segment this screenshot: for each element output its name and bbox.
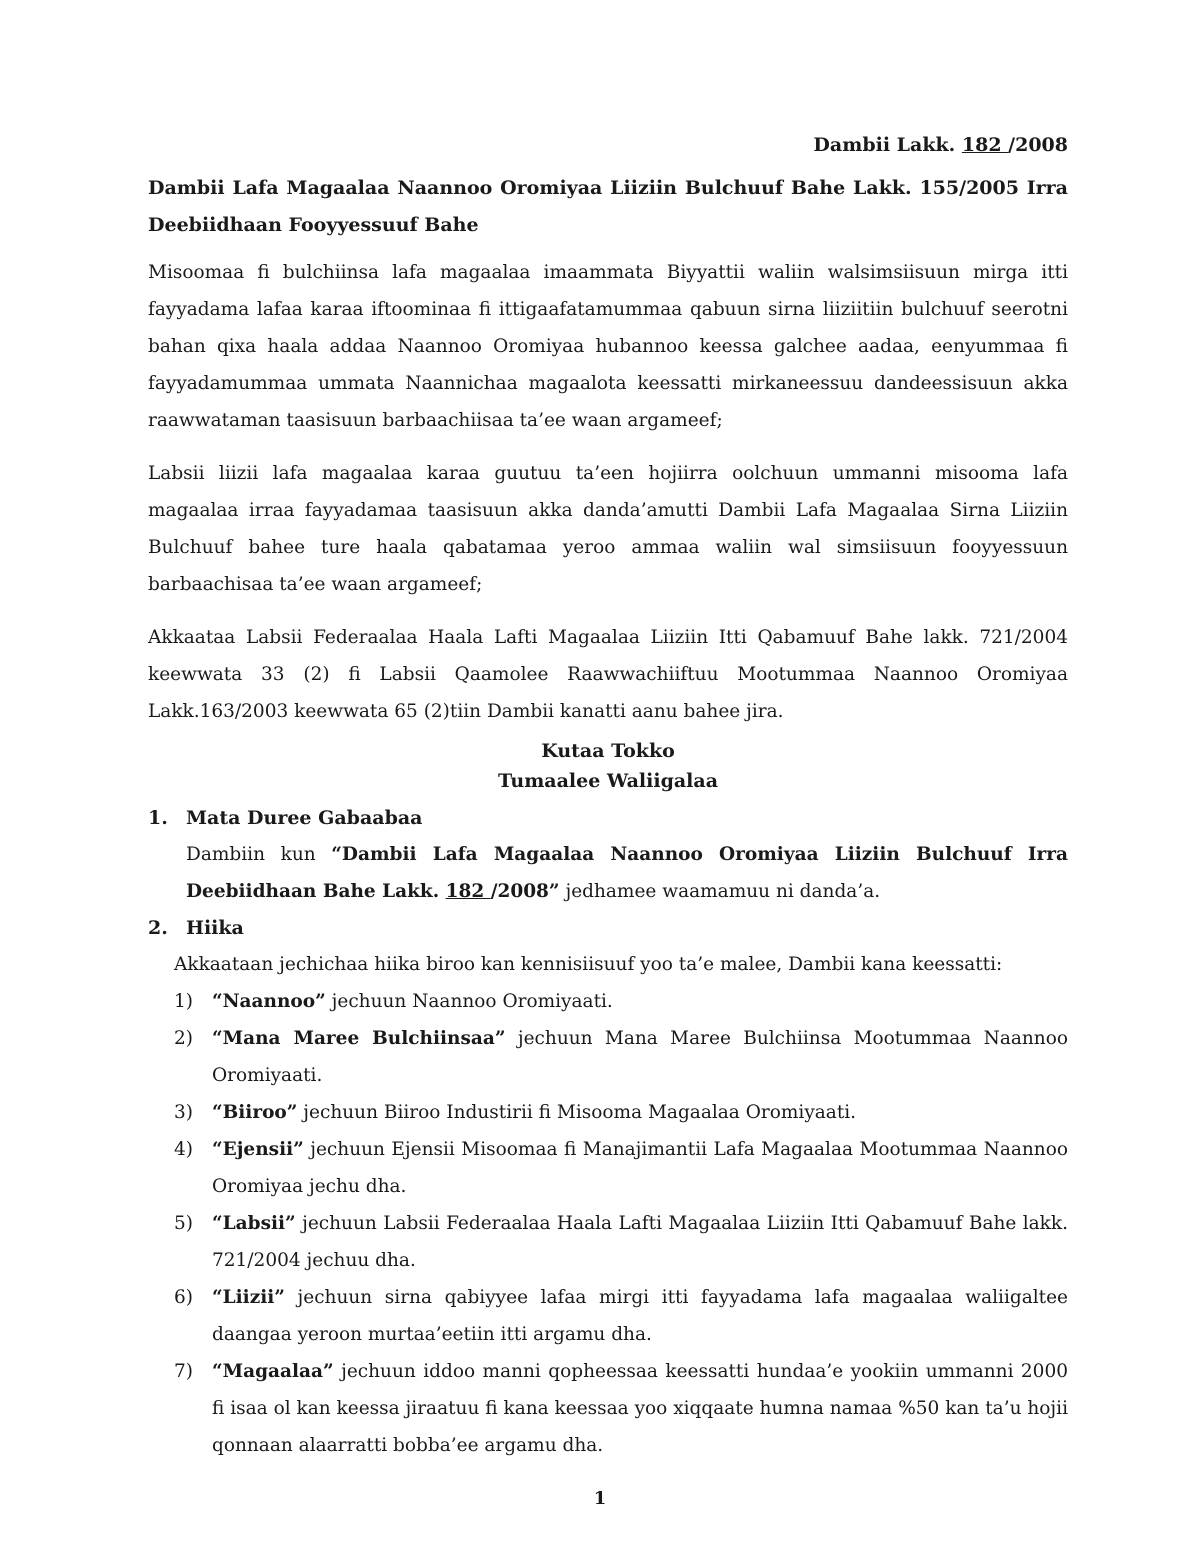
doc-number-prefix: Dambii Lakk. [813, 134, 962, 156]
definition-text: jechuun Ejensii Misoomaa fi Manajimantii Lafa Magaalaa Mootummaa Naannoo Oromiyaa jechu dha. [212, 1139, 1068, 1197]
definition-item [174, 1279, 1068, 1353]
definition-number: 4) [174, 1139, 193, 1160]
definition-item [174, 1020, 1068, 1094]
document-number [148, 130, 1068, 160]
definition-text: jechuun Labsii Federaalaa Haala Lafti Magaalaa Liiziin Itti Qabamuuf Bahe lakk. 721/2004 jechuu dha. [212, 1213, 1068, 1271]
definition-term: “Labsii” [212, 1213, 296, 1234]
definition-item [174, 1131, 1068, 1205]
definition-item [174, 1353, 1068, 1464]
definition-number: 1) [174, 991, 193, 1012]
doc-number-suffix: /2008 [1008, 134, 1068, 156]
section-2-title: Hiika [186, 917, 244, 939]
chapter-title: Kutaa Tokko [541, 740, 675, 762]
definition-number: 5) [174, 1213, 193, 1234]
definition-term: “Mana Maree Bulchiinsaa” [212, 1028, 506, 1049]
section-1-number: 1. [148, 807, 168, 829]
definition-number: 6) [174, 1287, 193, 1308]
section-2-intro: Akkaataan jechichaa hiika biroo kan kennisiisuuf yoo ta’e malee, Dambii kana keessatti: [174, 954, 1003, 975]
definition-text: jechuun Mana Maree Bulchiinsa Mootummaa Naannoo Oromiyaati. [212, 1028, 1069, 1086]
document-page [148, 130, 1068, 1464]
definition-term: “Magaalaa” [212, 1361, 334, 1382]
definition-number: 7) [174, 1361, 193, 1382]
definition-text: jechuun Biiroo Industirii fi Misooma Magaalaa Oromiyaati. [297, 1102, 857, 1123]
section-1-text-before: Dambiin kun [186, 844, 332, 865]
definition-item [174, 983, 1068, 1020]
definition-text: jechuun sirna qabiyyee lafaa mirgi itti fayyadama lafa magaalaa waliigaltee daangaa yeroon murtaa’eetiin itti argamu dha. [212, 1287, 1068, 1345]
doc-number-value: 182 [961, 134, 1009, 156]
definition-item [174, 1094, 1068, 1131]
preamble-paragraph-2: Labsii liizii lafa magaalaa karaa guutuu ta’een hojiirra oolchuun ummanni misooma lafa magaalaa irraa fayyadamaa taasisuun akka danda’amutti Dambii Lafa Magaalaa Sirna Liiziin Bulchuuf bahee ture haala qabatamaa yeroo ammaa waliin wal simsiisuun fooyyessuun barbaachisaa ta’ee waan argameef; [148, 463, 1068, 595]
section-2-heading [148, 910, 1068, 946]
definition-term: “Ejensii” [212, 1139, 304, 1160]
short-title-number: 182 [445, 881, 491, 902]
chapter-subtitle: Tumaalee Waliigalaa [497, 770, 719, 792]
definition-term: “Biiroo” [212, 1102, 298, 1123]
section-1-title: Mata Duree Gabaabaa [186, 807, 423, 829]
definition-number: 3) [174, 1102, 193, 1123]
document-title: Dambii Lafa Magaalaa Naannoo Oromiyaa Liiziin Bulchuuf Bahe Lakk. 155/2005 Irra Deebiidhaan Fooyyessuuf Bahe [148, 177, 1068, 236]
definition-term: “Liizii” [212, 1287, 285, 1308]
page-number: 1 [593, 1488, 607, 1509]
definition-text: jechuun iddoo manni qopheessaa keessatti hundaa’e yookiin ummanni 2000 fi isaa ol kan keessa jiraatuu fi kana keessaa yoo xiqqaate humna namaa %50 kan ta’u hojii qonnaan alaarratti bobba’ee argamu dha. [212, 1361, 1068, 1456]
definition-number: 2) [174, 1028, 193, 1049]
short-title-quote-1: “Dambii Lafa Magaalaa Naannoo Oromiyaa Liiziin Bulchuuf Irra Deebiidhaan Bahe Lakk. [186, 844, 1068, 902]
section-2-number: 2. [148, 917, 168, 939]
section-1-heading [148, 800, 1068, 836]
preamble-paragraph-1: Misoomaa fi bulchiinsa lafa magaalaa imaammata Biyyattii waliin walsimsiisuun mirga itti fayyadama lafaa karaa iftoominaa fi ittigaafatamummaa qabuun sirna liiziitiin bulchuuf seerotni bahan qixa haala addaa Naannoo Oromiyaa hubannoo keessa galchee aadaa, eenyummaa fi fayyadamummaa ummata Naannichaa magaalota keessatti mirkaneessuu dandeessisuun akka raawwataman taasisuun barbaachiisaa ta’ee waan argameef; [148, 262, 1068, 431]
definition-text: jechuun Naannoo Oromiyaati. [325, 991, 613, 1012]
preamble-paragraph-3: Akkaataa Labsii Federaalaa Haala Lafti Magaalaa Liiziin Itti Qabamuuf Bahe lakk. 721/2004 keewwata 33 (2) fi Labsii Qaamolee Raawwachiiftuu Mootummaa Naannoo Oromiyaa Lakk.163/2003 keewwata 65 (2)tiin Dambii kanatti aanu bahee jira. [148, 627, 1068, 722]
section-1-body [186, 836, 1068, 910]
definition-item [174, 1205, 1068, 1279]
short-title-quote-2: /2008” [490, 881, 560, 902]
definition-term: “Naannoo” [212, 991, 326, 1012]
section-1-text-after: jedhamee waamamuu ni danda’a. [559, 881, 881, 902]
